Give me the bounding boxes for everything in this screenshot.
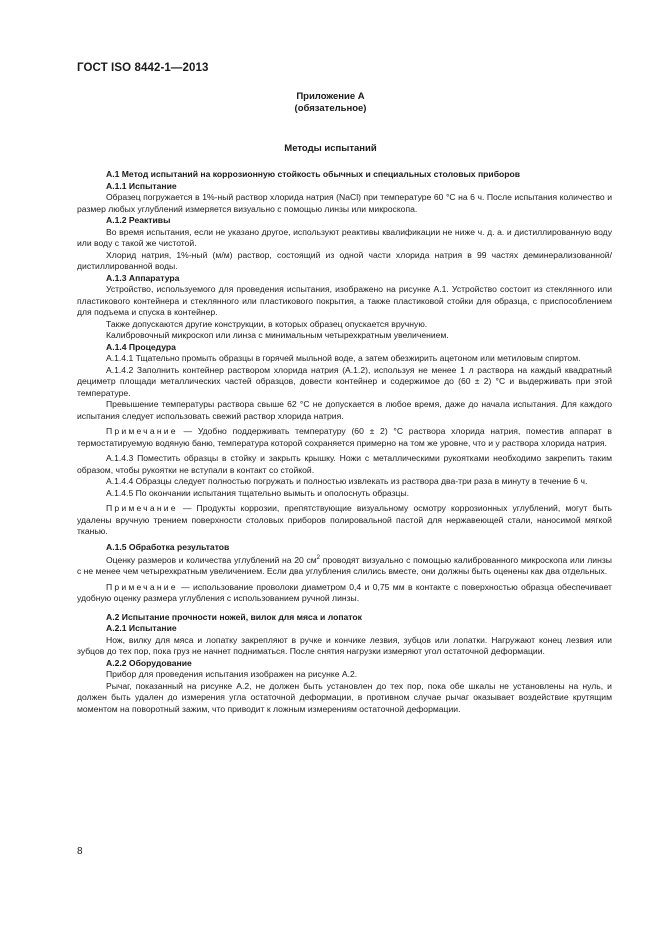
- document-header: ГОСТ ISO 8442-1—2013: [77, 62, 209, 74]
- section-a13-title: А.1.3 Аппаратура: [106, 272, 180, 283]
- paragraph: Рычаг, показанный на рисунке А.2, не должен быть установлен до тех пор, пока обе шкалы не установлены на нуль, и должен быть удален до измерения угла остаточной деформации, в противном случае рычаг оказывает воздействие крутящим моментом на поворотный зажим, что приводит к ложным измерениям остаточной деформации.: [77, 680, 612, 714]
- note-text: — Удобно поддерживать температуру (60 ± 2) °С раствора хлорида натрия, поместив аппарат в термостатируемую водяную баню, температура которой сохраняется примерно на том же уровне, что и у раствора хлорида натрия.: [77, 426, 612, 448]
- appendix-heading: Методы испытаний: [284, 143, 377, 154]
- appendix-status: (обязательное): [294, 103, 367, 114]
- paragraph: А.1.4.5 По окончании испытания тщательно вымыть и ополоснуть образцы.: [106, 487, 410, 498]
- paragraph: Прибор для проведения испытания изображен на рисунке А.2.: [106, 669, 358, 680]
- paragraph: А.1.4.2 Заполнить контейнер раствором хлорида натрия (А.1.2), используя не менее 1 л раствора на каждый квадратный дециметр площади металлических частей образцов, довести контейнер и содержимое до (60 ± 2) °С и выдерживать при этой температуре.: [77, 364, 612, 398]
- section-a22-title: А.2.2 Оборудование: [106, 657, 192, 668]
- paragraph: А.1.4.1 Тщательно промыть образцы в горячей мыльной воде, а затем обезжирить ацетоном или метиловым спиртом.: [106, 353, 581, 363]
- page-number: 8: [77, 846, 83, 857]
- section-a2-title: А.2 Испытание прочности ножей, вилок для мяса и лопаток: [106, 611, 362, 622]
- paragraph: Также допускаются другие конструкции, в которых образец опускается вручную.: [106, 318, 428, 329]
- paragraph: А.1.4.3 Поместить образцы в стойку и закрыть крышку. Ножи с металлическими рукоятками необходимо закрепить таким образом, чтобы рукоятки не вступали в контакт со стойкой.: [77, 453, 612, 475]
- document-body: [77, 169, 612, 715]
- paragraph: Калибровочный микроскоп или линза с минимальным четырехкратным увеличением.: [106, 330, 449, 340]
- paragraph: Образец погружается в 1%-ный раствор хлорида натрия (NaCl) при температуре 60 °С на 6 ч. После испытания количество и размер любых углублений измеряется визуально с помощью линзы или микроскопа.: [77, 192, 612, 214]
- section-a21-title: А.2.1 Испытание: [106, 623, 177, 634]
- paragraph: Превышение температуры раствора свыше 62 °С не допускается в любое время, даже до начала испытания. Для каждого испытания следует использовать свежий раствор хлорида натрия.: [77, 399, 612, 421]
- paragraph: Нож, вилку для мяса и лопатку закрепляют в ручке и кончике лезвия, зубцов или лопатки. Нагружают конец лезвия или зубцов до тех пор, пока груз не начнет подниматься. После снятия нагрузки измеряют угол остаточной деформации.: [77, 634, 612, 657]
- paragraph: Хлорид натрия, 1%-ный (м/м) раствор, состоящий из одной части хлорида натрия в 99 частях деминерализованной/дистиллированной воды.: [77, 249, 612, 271]
- paragraph: Устройство, используемого для проведения испытания, изображено на рисунке А.1. Устройство состоит из стеклянного или пластикового контейнера и стеклянного или пластикового покрытия, а также пластиковой стойки для образца, с приспособлением для подъема и спуска в контейнер.: [77, 284, 612, 317]
- paragraph-part: проводят визуально с помощью калиброванного микроскопа или линзы с не менее чем четырехкратным увеличением. Если два углубления слились вместе, они должны быть оценены как два отдельных.: [77, 554, 612, 577]
- section-a14-title: А.1.4 Процедура: [106, 341, 176, 352]
- note: [77, 503, 612, 538]
- note: [77, 426, 612, 449]
- note-label: Примечание: [106, 503, 178, 513]
- appendix-title: Приложение А: [296, 91, 365, 102]
- paragraph: [77, 553, 612, 578]
- section-a12-title: А.1.2 Реактивы: [106, 215, 171, 225]
- note: [77, 582, 612, 605]
- paragraph: А.1.4.4 Образцы следует полностью погружать и полностью извлекать из раствора два-три раза в минуту в течение 6 ч.: [106, 476, 588, 486]
- paragraph: Во время испытания, если не указано другое, используют реактивы квалификации не ниже ч. д. а. и дистиллированную воду или воду с такой же чистотой.: [77, 226, 612, 248]
- section-a11-title: А.1.1 Испытание: [106, 180, 177, 191]
- paragraph-part: Оценку размеров и количества углублений на 20 см: [106, 554, 317, 565]
- section-a1-title: А.1 Метод испытаний на коррозионную стойкость обычных и специальных столовых приборов: [106, 169, 521, 179]
- note-label: Примечание: [106, 581, 178, 592]
- note-label: Примечание: [106, 426, 178, 436]
- superscript: 2: [316, 555, 320, 561]
- note-text: — использование проволоки диаметром 0,4 и 0,75 мм в контакте с поверхностью образца обеспечивает удобную оценку размера углубления с использованием ручной линзы.: [77, 581, 612, 604]
- note-text: — Продукты коррозии, препятствующие визуальному осмотру коррозионных углублений, могут быть удалены вручную трением поверхности столовых приборов полировальной пастой для нержавеющей стали, наносимой мягкой тканью.: [77, 503, 612, 536]
- section-a15-title: А.1.5 Обработка результатов: [106, 541, 230, 552]
